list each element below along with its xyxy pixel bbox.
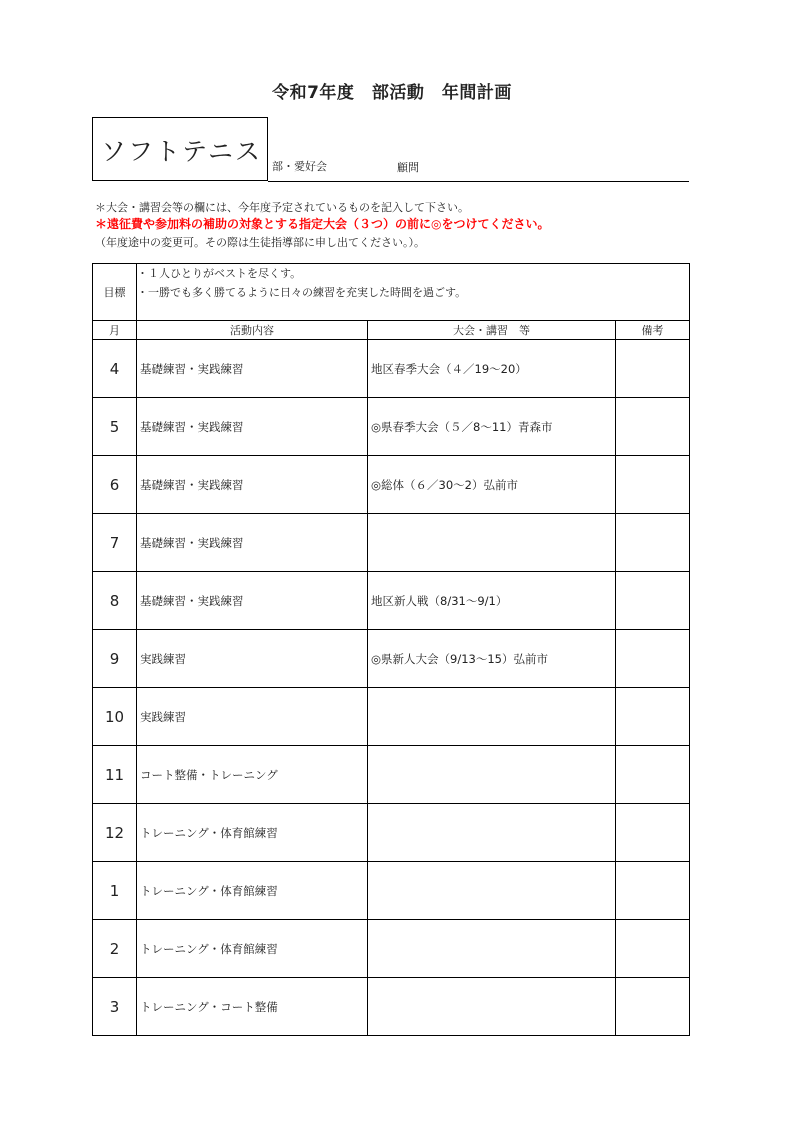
event-cell[interactable]	[368, 862, 616, 920]
month-cell[interactable]: 4	[93, 340, 137, 398]
advisor-label: 顧問	[397, 161, 419, 174]
table-row	[93, 456, 690, 514]
activity-cell[interactable]: 実践練習	[137, 688, 368, 746]
month-cell[interactable]: 1	[93, 862, 137, 920]
activity-cell[interactable]: トレーニング・体育館練習	[137, 862, 368, 920]
month-cell[interactable]: 12	[93, 804, 137, 862]
month-cell[interactable]: 2	[93, 920, 137, 978]
advisor-underline	[268, 181, 689, 182]
annual-plan-table	[92, 263, 690, 1036]
header-activity: 活動内容	[137, 321, 368, 340]
event-cell[interactable]	[368, 514, 616, 572]
remarks-cell[interactable]	[616, 920, 690, 978]
month-cell[interactable]: 5	[93, 398, 137, 456]
activity-cell[interactable]: 基礎練習・実践練習	[137, 456, 368, 514]
remarks-cell[interactable]	[616, 340, 690, 398]
header-remarks: 備考	[616, 321, 690, 340]
remarks-cell[interactable]	[616, 398, 690, 456]
event-cell[interactable]: ◎県春季大会（５／8～11）青森市	[368, 398, 616, 456]
table-row	[93, 340, 690, 398]
table-row	[93, 572, 690, 630]
month-cell[interactable]: 9	[93, 630, 137, 688]
club-type-label: 部・愛好会	[272, 160, 327, 173]
club-name-box[interactable]	[92, 117, 268, 181]
table-header-row	[93, 321, 690, 340]
event-cell[interactable]	[368, 978, 616, 1036]
event-cell[interactable]	[368, 804, 616, 862]
table-row	[93, 804, 690, 862]
activity-cell[interactable]: トレーニング・コート整備	[137, 978, 368, 1036]
goal-line: ・一勝でも多く勝てるように日々の練習を充実した時間を過ごす。	[137, 286, 467, 299]
activity-cell[interactable]: 基礎練習・実践練習	[137, 340, 368, 398]
activity-cell[interactable]: コート整備・トレーニング	[137, 746, 368, 804]
header-month: 月	[93, 321, 137, 340]
remarks-cell[interactable]	[616, 804, 690, 862]
table-row	[93, 920, 690, 978]
table-row	[93, 862, 690, 920]
month-cell[interactable]: 3	[93, 978, 137, 1036]
table-row	[93, 398, 690, 456]
activity-cell[interactable]: トレーニング・体育館練習	[137, 920, 368, 978]
subsidy-warning-note: ＊遠征費や参加料の補助の対象とする指定大会（３つ）の前に◎をつけてください。	[95, 217, 550, 231]
header-events: 大会・講習 等	[368, 321, 616, 340]
table-row	[93, 630, 690, 688]
event-cell[interactable]	[368, 688, 616, 746]
remarks-cell[interactable]	[616, 862, 690, 920]
remarks-cell[interactable]	[616, 978, 690, 1036]
month-cell[interactable]: 7	[93, 514, 137, 572]
goals-row	[93, 264, 690, 321]
activity-cell[interactable]: トレーニング・体育館練習	[137, 804, 368, 862]
month-cell[interactable]: 8	[93, 572, 137, 630]
goals-label: 目標	[93, 264, 137, 321]
event-cell[interactable]: ◎県新人大会（9/13～15）弘前市	[368, 630, 616, 688]
page-title: 令和7年度 部活動 年間計画	[272, 83, 512, 103]
activity-cell[interactable]: 基礎練習・実践練習	[137, 514, 368, 572]
table-row	[93, 514, 690, 572]
instruction-note: ＊大会・講習会等の欄には、今年度予定されているものを記入して下さい。	[95, 201, 469, 214]
activity-cell[interactable]: 実践練習	[137, 630, 368, 688]
table-row	[93, 688, 690, 746]
club-name: ソフトテニス	[101, 137, 263, 166]
event-cell[interactable]: ◎総体（６／30～2）弘前市	[368, 456, 616, 514]
month-cell[interactable]: 10	[93, 688, 137, 746]
remarks-cell[interactable]	[616, 746, 690, 804]
remarks-cell[interactable]	[616, 456, 690, 514]
remarks-cell[interactable]	[616, 630, 690, 688]
remarks-cell[interactable]	[616, 514, 690, 572]
event-cell[interactable]: 地区春季大会（４／19～20）	[368, 340, 616, 398]
activity-cell[interactable]: 基礎練習・実践練習	[137, 398, 368, 456]
remarks-cell[interactable]	[616, 572, 690, 630]
goals-cell[interactable]	[137, 264, 690, 321]
event-cell[interactable]: 地区新人戦（8/31～9/1）	[368, 572, 616, 630]
change-note: （年度途中の変更可。その際は生徒指導部に申し出てください。）。	[95, 236, 425, 249]
event-cell[interactable]	[368, 746, 616, 804]
table-row	[93, 746, 690, 804]
table-row	[93, 978, 690, 1036]
goal-line: ・１人ひとりがベストを尽くす。	[137, 267, 302, 280]
remarks-cell[interactable]	[616, 688, 690, 746]
activity-cell[interactable]: 基礎練習・実践練習	[137, 572, 368, 630]
month-cell[interactable]: 6	[93, 456, 137, 514]
event-cell[interactable]	[368, 920, 616, 978]
month-cell[interactable]: 11	[93, 746, 137, 804]
